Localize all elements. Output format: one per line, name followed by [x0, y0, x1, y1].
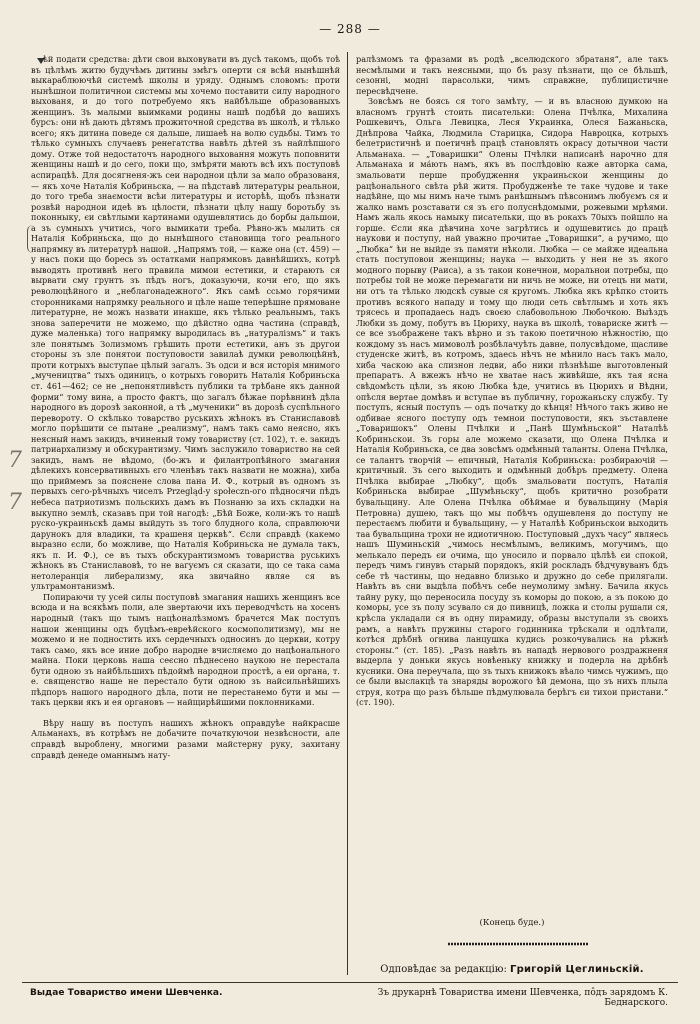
margin-pencil-mark: 7: [8, 490, 22, 515]
right-column: [356, 54, 668, 708]
paragraph: ѣй подати средства: дѣти свои выховувати въ дусѣ такомъ, щобъ тоѣ въ цѣлѣмъ житю будучѣмъ дитины змѣгъ оперти ся всѣй нынѣшнѣй выкараблюючѣй системѣ школы и уряду. Однымъ словомъ: проти нынѣшнои политичнои системы мы хочемо поставити силу народного выхованя, и до того потребуемо якъ найбѣльше образованыхъ женщинъ. Зъ малыми выимками родины нашѣ подбѣй до вашихъ бурсъ: они нѣ дають дѣтямъ прожиточной средства въ школѣ, и тѣлько всего; якъ дитина поведе ся дальше, лишаеѣ на волю судьбы. Тимъ то тѣлько сумныхъ случаевъ ренегатства навѣть дѣтей зъ найлѣпшого дому. Отже той недостаточъ народного выховання можуть поповнити женщины нашѣ и до сего, поки що, змѣряти мають всѣ ихъ поступовѣ аспирацѣѣ. Для досягненя-жъ сеи народнои цѣли за мало образованя, — якъ хоче Наталія Кобриньска, — на пѣдставѣ литературы реальнои, до того треба знаємости всѣи литературы и исторѣѣ, щобъ пѣзнати розвѣй народнои идеѣ въ цѣлости, пѣзнати цѣлу нашу боротьбу зъ поконныку, єи свѣтлыми картинами одушевлятись до борбы дальшои, а зъ сумныхъ учитись, чого вымикати треба. Рѣвно-жъ мылить ся Наталія Кобриньска, що до нынѣшного становища того реального напрямку въ литературѣ нашой. „Напрямъ той, — каже она (ст. 459) — у насъ поки що боресь зъ остатками напрямковъ давнѣйшихъ, котрѣ выводять противнѣ него правила мимои естетики, и старають ся вырвати сму грунтъ зъ пѣдъ ногъ, доказуючи, кочи его, що якъ революцѣйного и „неблагонадежного“. Якъ самѣ ссьмо горячими сторонниками напрямку реального и цѣле наше теперѣшне прямоване литературне, не можъ назвати инакше, якъ тѣлько реальнымъ, такъ знова заперечити не можемо, що дѣйстно одна частина (справдѣ, дуже маленька) того напрямку выродилась въ „натуралізмъ“ и такъ зле понятымъ Золизмомъ грѣшить проти естетики, анъ зъ другои стороны зъ зле понятои поступовости завилаѣ думки революцѣйнѣ, проти котрыхъ выступае цѣлый загалъ. Зъ одси и вся исторія мнимого „мучеництва“ тыхъ одиницъ, о котрыхъ говорить Наталія Кобриньска ст. 461—462; се не „непонятливѣсть публики та трѣбане якъ данной форми“ тому вина, а просто фактъ, що загалъ бѣжае порѣвнинѣ дѣла народного въ дорозѣ законной, а тѣ „мученики“ въ дорозѣ суспѣльного перевороту. О скѣлько товарство руськихъ жѣнокъ въ Станиславовѣ могло порѣшити се пытане „реализму“, намъ такъ само неясно, якъ неясный намъ закидъ, вчиненый тому товариству (ст. 102), т. е. закидъ патриархализму и обскурантизму. Чимъ заслужило товариство на сей закидъ, намъ не вѣдомо, (бо-жъ и филантропѣйного змагания дѣлекихъ консервативныхъ єго членѣвъ такъ назвати не можна), хиба що приймемъ за пояснене слова пана И. Ф., котрый въ одномъ зъ первыхъ сего-рѣчныхъ чиселъ Przegląd-y społeczn-ого пѣдносячи пѣдъ небеса патриотизмъ польскихъ дамъ въ Познаню за ихъ складки на выкупно землѣ, сказавъ при той нагодѣ: „Бѣй Боже, коли-жъ то нашѣ руско-украиньскѣ дамы выйдуть зъ того блудного кола, справлюючи дарунокъ для владики, та крашеня церквѣ“. Єсли справдѣ (какемо выразно єсли, бо можливе, що Наталія Кобриньска не думала такъ, якъ п. И. Ф.), се въ тыхъ обскурантизмомъ товариства руськихъ жѣнокъ въ Станиславовѣ, то не вагуємъ ся сказати, що се така сама нетолеранція либерализму, яка звичайно являе ся въ ультрамонтанизмѣ.: [31, 54, 340, 592]
end-note: (Конець буде.): [479, 918, 545, 928]
paragraph: Попираючи ту усей силы поступовѣ змагания нашихъ женщинъ все всюда и на всякѣмъ поли, але звертаючи ихъ переводчѣсть на хосенъ народный (такъ що тымъ нацѣоналѣзмомъ брачется Мак поступъ нашои женщины одъ буцѣмъ-евреѣйского космополитизму), мы не можемо и не подностить ихъ сердечныхъ односинъ до церкви, котру такъ само, якъ все иние добро народне вчисляємо до нацѣонального майна. Поки церковь наша сеєсно пѣднесено наукою не перестала бути одною зъ найбѣльшихъ пѣдоймѣ народнои простѣ, а еи органа, т. е. священство наше не перестало бути одною зъ найсильнѣйшихъ пѣдпоръ нашого народного дѣла, поти не перестанемо бути и мы — такъ церкви якъ и ея органовъ — найщирѣйшими поклонниками.: [31, 591, 340, 708]
editor-name: Григорій Цеглиньскій.: [510, 964, 644, 975]
publisher-line: Выдае Товариство имени Шевченка.: [30, 988, 223, 998]
column-divider: [347, 52, 348, 975]
paragraph: ралѣзмомъ та фразами въ родѣ „вселюдского збратаня“, але такъ несмѣлыми и такъ неясными, що бъ разу пѣзнати, що се бѣльшѣ, сезонні, модні парасольки, чимъ справжне, публицистичне пересвѣдчене.: [356, 54, 668, 96]
page-number: — 288 —: [319, 22, 381, 36]
paragraph: Вѣру нашу въ поступъ нашихъ жѣнокъ оправдуѣе найкрасше Альманахъ, въ котрѣмъ не добачите початкуючои незвѣсности, але справдѣ выроблену, многими разами майстерну руку, захитану справдѣ денеде оманнымъ нату-: [31, 717, 340, 760]
footer-rule: [22, 982, 678, 983]
ornament-divider: [448, 942, 588, 946]
left-column: [31, 54, 340, 760]
editor-label: Одповѣдає за редакцію:: [380, 964, 507, 975]
margin-pencil-mark: 7: [8, 448, 22, 473]
printer-line: Зъ друкарнѣ Товариства имени Шевченка, пôдъ зарядомъ К. Беднарского.: [377, 988, 668, 1008]
paragraph: Зовсѣмъ не боясь ся того замѣту, — и въ власною думкою на власномъ грунтѣ стоить писательки: Олена Пчѣлка, Михалина Рошкевичъ, Ольга Левицка, Леся Украинка, Олеся Бажаньска, Днѣпрова Чайка, Людмила Старицка, Сидора Навроцка, котрыхъ белетристичнѣ и поетичнѣ працѣ становлять окрасу дотычнои части Альманаха. — „Товаришки“ Олены Пчѣлки написанѣ нарочно для Альманаха и ма́ють намъ, якъ въ послѣдовію каже авторка сама, змальовати перше пробудження украиньскои женщины до рацѣонального свѣта рѣй житя. Пробудженѣе те таке чудове и таке надѣйне, що мы нимъ наче тымъ ранѣшнымъ пѣвсонимъ любуємъ ся и жалко намъ розставати ся зъ єго полуснѣдомыми, рожевыми мрѣями. Намъ жаль якось намыку писательки, що въ рокахъ 70ыхъ пойшло на горше. Єсли яка дѣвчина хоче загрѣтись и одушевитись до працѣ наукови и поступу, най уважно прочитае „Товаришки“, а ручимо, що „Любка“ ѣи не выйде зъ памяти нѣколи. Любка — се майже идеальна стать поступовои женщины; наука — выходить у неи не зъ якого модного порыву (Раиса), а зъ такои конечнои, моральнои потребы, що потребы той не може перемагати ни ничь не може, ни отецъ ни мати, ни отъ та тѣлько людскѣ сувые ся кругомъ. Любка якъ крѣпко стоить противъ всякого нападу и тому що люди сеть свѣтлымъ и хоть якъ трясесь и пропадаесь надъ своєю слабовольною Любочкою. Выѣздъ Любки зъ дому, побутъ въ Цюриху, наука въ школѣ, товариске житѣ — се все зъображене такъ вѣрно и зъ такою поетичною нѣжностію, що кождому зъ насъ мимоволѣ розбѣлачуѣть давне, полусвѣдоме, щасливе студенске житѣ, въ котромъ, здаесь нѣчъ не мѣнило насъ такъ мало, хиба часкою ака слизнон ледви, або ники пѣзнѣѣше выготовленый препаратъ. А вжежъ нѣчо не хватае насъ живѣйше, якъ тая ясна свѣдомѣсть цѣли, зъ якою Любка ѣде, учитись въ Цюрихъ и Вѣдни, опѣсля вертае домѣвъ и вступае въ публичну, горожаньску службу. Ту поступъ, ясный поступъ — одъ початку до кѣнця! Нѣчого такъ живо не одбивае ясного поступу одъ темнои поступовости, якъ зъставлене „Товаришокъ“ Олены Пчѣлки и „Панѣ Шумѣньской“ Наталѣѣ Кобриньскои. Зъ горы але можемо сказати, що Олена Пчѣлка и Наталія Кобриньска, се два зовсѣмъ одмѣнный таланты. Олена Пчѣлка, се талантъ творчій — епичный, Наталія Кобриньска: розбираючій — критичный. Зъ сего выходить и одмѣнный добѣръ предмету. Олена Пчѣлка выбирае „Любку“, щобъ змальовати поступъ, Наталія Кобриньска выбирае „Шумѣньску“, щобъ критично розобрати бувальщину. Але Олена Пчѣлка обѣймае и бувальщину (Марія Петровна) душею, такъ що мы побѣчъ одушевленя до поступу не перестаємъ любити и бувальщину, — у Наталѣѣ Кобриньскои выходить таа бувальщина трохи не идиотичною. Поступовый „духъ часу“ являесь нашъ Шуминьскій „чимось несмѣлымъ, великимъ, могучимъ, що мелькало передъ єи очима, що уносило и порвало цѣлѣѣ єи спокой, передъ чимъ гинувъ старый порядокъ, якій роскладъ бѣдчувуванъ бдъ себе тѣ частины, що недавно близько и дружно до себе прилягали. Навѣть въ сни выдѣла побѣчъ себе неумолиму змѣну. Бачила якусь тайну руку, що переносила посуду зъ коморы до покою, а зъ покою до коморы, усе зъ полу зсувало ся до пивницѣ, ложка и столы рушали ся, крѣсла укладали ся въ одну пирамиду, образы выступали зъ своихъ рамъ, а навѣть пружины старого годинника трѣскали и одлѣтали, котѣся дрѣбнѣ огнива ланцушка кудись розкочувались на рѣжнѣ стороны.“ (ст. 185). „Разъ навѣть въ нападѣ нервового роздражненя выдерла у доньки якусь новѣеньку книжку и подерла на дрѣбнѣ кусники. Она переучала, що зъ тыхъ книжокъ вѣало чимсь чужимъ, що се были выслакцѣ та знаряды ворожого ѣй демона, що зъ нихъ плыла струя, котра що разъ бѣльше пѣдмулювала берѣгъ єи тихои пристани.“ (ст. 190).: [356, 96, 668, 708]
editor-line: [356, 964, 668, 975]
